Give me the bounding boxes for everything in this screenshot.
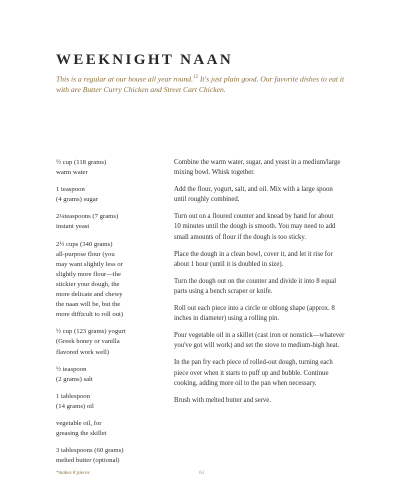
step-item: [174, 212, 374, 242]
step-item-line: 10 minutes until the dough is smooth. You may need to add: [174, 223, 336, 231]
ingredients-list: [56, 158, 166, 476]
intro-line-2: It's just plain good. Our favorite dishes to eat it with are Butter Curry Chicken and Street Cart Chicken.: [56, 74, 345, 95]
ingredient-item-line: greasing the skillet: [56, 430, 107, 438]
ingredient-item-line: ½ cup (118 grams): [56, 159, 107, 166]
ingredient-item: [56, 185, 166, 205]
ingredient-item-line: the naan will be, but the: [56, 301, 121, 309]
intro-note-ref: 12: [192, 75, 198, 80]
recipe-title: WEEKNIGHT NAAN: [56, 52, 234, 68]
step-item-line: you've got will work) and set the stove to medium-high heat.: [174, 342, 340, 350]
ingredient-item-line: ½ cup (123 grams) yogurt: [56, 328, 126, 336]
step-item-line: about 1 hour (until it is doubled in size).: [174, 260, 284, 268]
step-item-line: until roughly combined.: [174, 196, 240, 204]
ingredient-item-line: instant yeast: [56, 223, 90, 231]
step-item: [174, 396, 374, 406]
ingredient-item-line: 1 tablespoon: [56, 392, 90, 400]
ingredient-item-line: (4 grams) sugar: [56, 196, 98, 204]
step-item-line: mixing bowl. Whisk together.: [174, 169, 255, 177]
step-item: [174, 304, 374, 324]
step-item-line: Add the flour, yogurt, salt, and oil. Mix with a large spoon: [174, 186, 333, 194]
ingredient-item-line: slightly more flour—the: [56, 270, 122, 278]
step-item-line: Brush with melted butter and serve.: [174, 396, 272, 404]
ingredient-item: [56, 446, 166, 466]
step-item-line: parts using a bench scraper or knife.: [174, 287, 273, 295]
ingredient-item-line: flavored work well): [56, 348, 110, 356]
ingredient-item: [56, 392, 166, 412]
step-item: [174, 158, 374, 178]
ingredient-item: [56, 212, 166, 232]
step-item-line: Pour vegetable oil in a skillet (cast iron or nonstick—whatever: [174, 332, 345, 340]
step-item-line: Turn the dough out on the counter and divide it into 8 equal: [174, 277, 337, 285]
step-item: [174, 250, 374, 270]
step-item-line: Turn out on a floured counter and knead by hand for about: [174, 213, 334, 221]
step-item-line: Combine the warm water, sugar, and yeast in a medium/large: [174, 159, 341, 166]
step-item-line: cooking, adding more oil to the pan when necessary.: [174, 379, 317, 387]
ingredient-item-line: 2½ cups (340 grams): [56, 240, 113, 248]
step-item-line: piece over when it starts to puff up and bubble. Continue: [174, 369, 329, 377]
step-item-line: In the pan fry each piece of rolled-out dough, turning each: [174, 359, 333, 367]
step-item: [174, 185, 374, 205]
ingredient-item-line: more delicate and chewy: [56, 291, 123, 299]
ingredient-item-line: melted butter (optional): [56, 457, 120, 465]
ingredient-item-line: warm water: [56, 169, 88, 177]
ingredient-item-line: 2¼teaspoons (7 grams): [56, 213, 119, 221]
step-item-line: Roll out each piece into a circle or oblong shape (approx. 8: [174, 305, 335, 313]
page-number: 64: [199, 471, 204, 476]
ingredient-item-line: (14 grams) oil: [56, 402, 94, 410]
ingredient-item-line: may want slightly less or: [56, 260, 123, 268]
ingredient-item: [56, 365, 166, 385]
step-item: [174, 358, 374, 388]
step-item: [174, 331, 374, 351]
ingredient-item-line: stickier your dough, the: [56, 280, 120, 288]
ingredient-item: [56, 327, 166, 357]
ingredient-item-line: 3 tablespoons (60 grams): [56, 447, 124, 455]
ingredient-item: [56, 158, 166, 178]
ingredient-item-line: vegetable oil, for: [56, 419, 102, 427]
ingredient-item-line: (Greek honey or vanilla: [56, 338, 120, 346]
yield-note: *makes 8 pieces: [56, 470, 90, 477]
ingredient-item: [56, 240, 166, 321]
ingredient-item-line: more difficult to roll out): [56, 311, 124, 319]
intro-line-1: This is a regular at our house all year round.: [56, 74, 193, 84]
step-item-line: Place the dough in a clean bowl, cover it, and let it rise for: [174, 250, 333, 258]
ingredient-item-line: ½ teaspoon: [56, 365, 87, 373]
ingredient-item: [56, 419, 166, 439]
step-item-line: inches in diameter) using a rolling pin.: [174, 315, 280, 323]
step-item: [174, 277, 374, 297]
recipe-intro: [56, 73, 356, 96]
ingredient-item-line: (2 grams) salt: [56, 375, 93, 383]
ingredient-item-line: all-purpose flour (you: [56, 250, 115, 258]
ingredient-item-line: 1 teaspoon: [56, 186, 85, 194]
steps-list: [174, 158, 374, 413]
step-item-line: small amounts of flour if the dough is too sticky.: [174, 233, 307, 241]
